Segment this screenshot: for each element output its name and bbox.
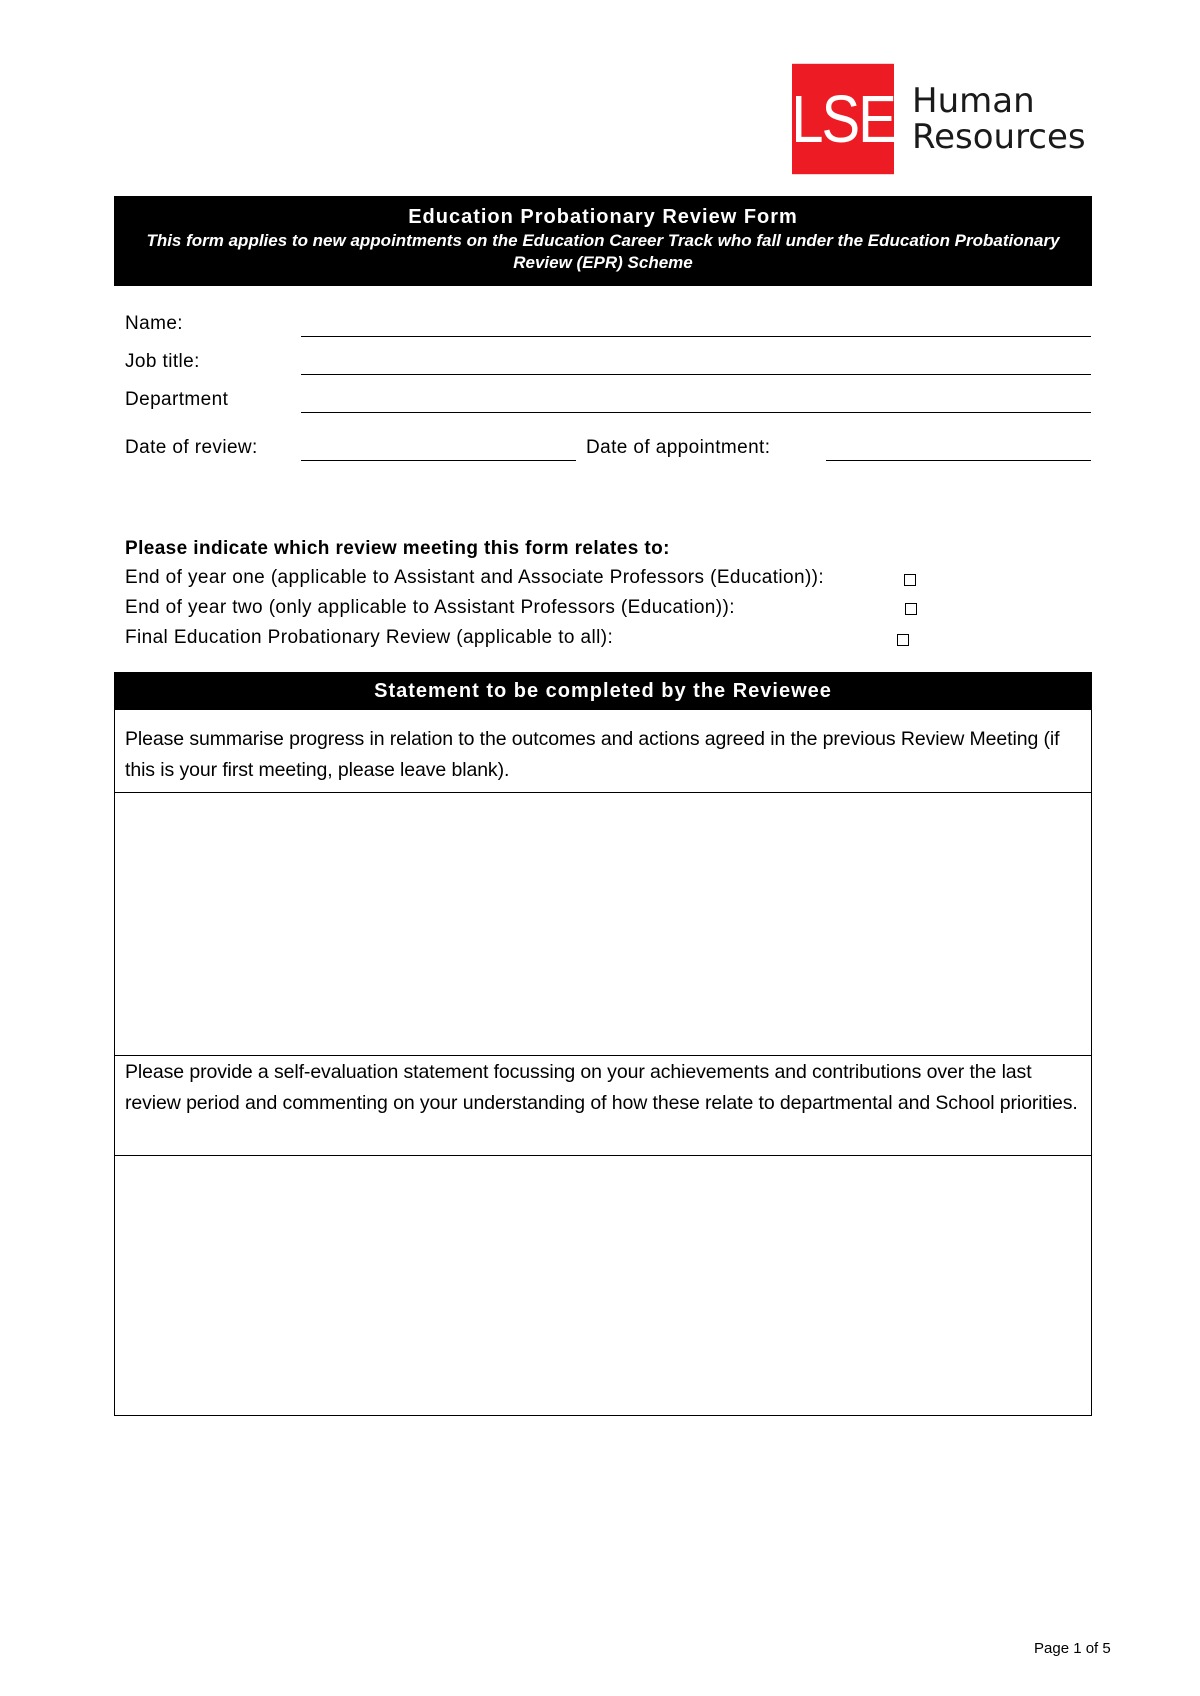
progress-response-area[interactable] <box>115 793 1091 1055</box>
review-meeting-title: Please indicate which review meeting this form relates to: <box>125 538 670 559</box>
statement-header: Statement to be completed by the Reviewee <box>114 672 1092 710</box>
statement-prompt-self-evaluation: Please provide a self-evaluation statement focussing on your achievements and contributions over the last review period and commenting on your understanding of how these relate to departmental and School priorities. <box>125 1061 1078 1114</box>
divider <box>115 1055 1091 1056</box>
statement-table <box>114 710 1092 1416</box>
form-header <box>114 196 1092 286</box>
name-field[interactable] <box>301 336 1091 337</box>
statement-prompt-progress: Please summarise progress in relation to the outcomes and actions agreed in the previous Review Meeting (if this is your first meeting, please leave blank). <box>125 728 1060 781</box>
checkbox-year-one[interactable] <box>904 574 916 586</box>
review-option-year-one: End of year one (applicable to Assistant and Associate Professors (Education)): <box>125 567 825 588</box>
date-of-appointment-label: Date of appointment: <box>586 437 771 458</box>
page-number: Page 1 of 5 <box>1034 1640 1111 1657</box>
job-title-field[interactable] <box>301 374 1091 375</box>
review-option-year-two: End of year two (only applicable to Assistant Professors (Education)): <box>125 597 735 618</box>
logo-line-1: Human <box>912 81 1035 121</box>
job-title-label: Job title: <box>125 351 200 372</box>
lse-hr-logo <box>792 71 1086 167</box>
logo-line-2: Resources <box>912 117 1086 157</box>
checkbox-final[interactable] <box>897 634 909 646</box>
form-subtitle: This form applies to new appointments on the Education Career Track who fall under the Education Probationary Review (EPR) Scheme <box>146 231 1060 272</box>
review-option-final: Final Education Probationary Review (applicable to all): <box>125 627 614 648</box>
self-evaluation-response-area[interactable] <box>115 1156 1091 1414</box>
date-of-review-label: Date of review: <box>125 437 258 458</box>
checkbox-year-two[interactable] <box>905 603 917 615</box>
lse-logo-mark: LSE <box>792 64 894 174</box>
form-title: Education Probationary Review Form <box>408 206 798 228</box>
date-of-review-field[interactable] <box>301 460 576 461</box>
department-label: Department <box>125 389 229 410</box>
department-field[interactable] <box>301 412 1091 413</box>
logo-department-text <box>912 83 1086 155</box>
name-label: Name: <box>125 313 183 334</box>
date-of-appointment-field[interactable] <box>826 460 1091 461</box>
